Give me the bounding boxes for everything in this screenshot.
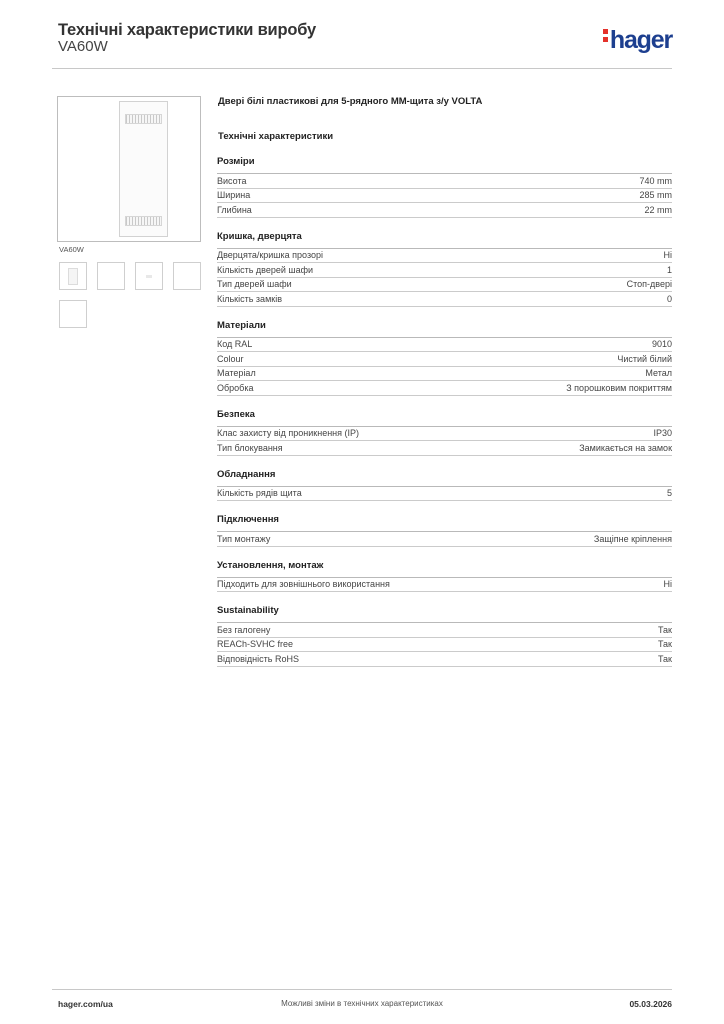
spec-label: Тип дверей шафи xyxy=(217,279,292,290)
spec-row xyxy=(217,292,672,307)
spec-value: 22 mm xyxy=(644,204,672,215)
spec-value: З порошковим покриттям xyxy=(566,382,672,393)
spec-row xyxy=(217,578,672,593)
spec-section xyxy=(217,463,672,502)
spec-label: Обробка xyxy=(217,382,254,393)
spec-value: 5 xyxy=(666,488,672,499)
spec-row xyxy=(217,174,672,189)
product-main-image[interactable] xyxy=(57,96,201,242)
header-divider xyxy=(52,68,672,69)
spec-section-title: Установлення, монтаж xyxy=(217,554,672,578)
spec-label: Підходить для зовнішнього використання xyxy=(217,579,390,590)
spec-section xyxy=(217,314,672,396)
spec-row xyxy=(217,338,672,353)
door-thumbnail-icon xyxy=(68,268,78,285)
ventilation-slots xyxy=(125,216,162,226)
spec-section-title: Обладнання xyxy=(217,463,672,487)
spec-label: Висота xyxy=(217,175,247,186)
thumbnail-4[interactable] xyxy=(173,262,201,290)
spec-section-title: Sustainability xyxy=(217,599,672,623)
spec-section-title: Розміри xyxy=(217,150,672,174)
section-spacer xyxy=(217,396,672,403)
thumbnail-1[interactable] xyxy=(59,262,87,290)
spec-section xyxy=(217,403,672,456)
spec-value: Так xyxy=(657,653,672,664)
spec-value: Ні xyxy=(663,579,672,590)
specs-table xyxy=(217,150,672,667)
spec-row xyxy=(217,263,672,278)
spec-label: Ширина xyxy=(217,190,251,201)
spec-section-title: Кришка, дверцята xyxy=(217,225,672,249)
logo-text: hager xyxy=(609,26,672,54)
product-code: VA60W xyxy=(58,38,108,55)
footer-divider xyxy=(52,989,672,990)
spec-label: Colour xyxy=(217,353,244,364)
section-spacer xyxy=(217,307,672,314)
spec-value: Чистий білий xyxy=(617,353,672,364)
spec-value: 0 xyxy=(666,293,672,304)
spec-row xyxy=(217,638,672,653)
spec-value: 285 mm xyxy=(639,190,672,201)
thumbnail-5[interactable] xyxy=(59,300,87,328)
spec-row xyxy=(217,652,672,667)
spec-label: Матеріал xyxy=(217,368,256,379)
spec-value: Так xyxy=(657,624,672,635)
spec-value: Защіпне кріплення xyxy=(593,533,672,544)
spec-label: Код RAL xyxy=(217,339,253,350)
image-caption: VA60W xyxy=(59,245,84,254)
spec-section-title: Підключення xyxy=(217,508,672,532)
spec-value: Так xyxy=(657,639,672,650)
spec-row xyxy=(217,441,672,456)
spec-value: Ні xyxy=(663,250,672,261)
ventilation-slots xyxy=(125,114,162,124)
hager-logo[interactable] xyxy=(603,28,672,53)
spec-section xyxy=(217,554,672,593)
spec-label: Тип монтажу xyxy=(217,533,271,544)
spec-value: Метал xyxy=(645,368,672,379)
spec-row xyxy=(217,532,672,547)
spec-section xyxy=(217,508,672,547)
spec-row xyxy=(217,249,672,264)
spec-label: Кількість рядів щита xyxy=(217,488,302,499)
page-title: Технічні характеристики виробу xyxy=(58,21,316,39)
section-spacer xyxy=(217,592,672,599)
spec-row xyxy=(217,278,672,293)
spec-row xyxy=(217,203,672,218)
spec-row xyxy=(217,487,672,502)
spec-label: Глибина xyxy=(217,204,252,215)
spec-label: Відповідність RoHS xyxy=(217,653,299,664)
spec-value: Замикається на замок xyxy=(579,442,672,453)
product-name: Двері білі пластикові для 5-рядного ММ-щита з/у VOLTA xyxy=(218,96,483,107)
spec-label: Тип блокування xyxy=(217,442,283,453)
spec-row xyxy=(217,427,672,442)
spec-section xyxy=(217,599,672,667)
section-spacer xyxy=(217,501,672,508)
spec-label: REACh-SVHC free xyxy=(217,639,294,650)
section-spacer xyxy=(217,547,672,554)
spec-value: 740 mm xyxy=(639,175,672,186)
thumbnail-3[interactable] xyxy=(135,262,163,290)
accessory-thumbnail-icon xyxy=(146,275,152,278)
technical-specs-heading: Технічні характеристики xyxy=(218,131,334,142)
spec-label: Без галогену xyxy=(217,624,271,635)
spec-value: 9010 xyxy=(651,339,672,350)
logo-dots-icon xyxy=(603,26,608,45)
spec-label: Клас захисту від проникнення (IP) xyxy=(217,428,360,439)
footer-website-link[interactable]: hager.com/ua xyxy=(58,999,113,1009)
spec-row xyxy=(217,623,672,638)
spec-row xyxy=(217,352,672,367)
spec-label: Дверцята/кришка прозорі xyxy=(217,250,323,261)
spec-label: Кількість замків xyxy=(217,293,282,304)
spec-value: Стоп-двері xyxy=(626,279,672,290)
spec-row xyxy=(217,189,672,204)
spec-section xyxy=(217,225,672,307)
thumbnail-2[interactable] xyxy=(97,262,125,290)
spec-label: Кількість дверей шафи xyxy=(217,264,314,275)
section-spacer xyxy=(217,218,672,225)
spec-row xyxy=(217,381,672,396)
spec-value: 1 xyxy=(666,264,672,275)
section-spacer xyxy=(217,456,672,463)
spec-section-title: Матеріали xyxy=(217,314,672,338)
spec-section-title: Безпека xyxy=(217,403,672,427)
footer-note: Можливі зміни в технічних характеристиках xyxy=(281,999,443,1008)
footer-date: 05.03.2026 xyxy=(629,999,672,1009)
spec-row xyxy=(217,367,672,382)
spec-value: IP30 xyxy=(653,428,672,439)
door-panel-image xyxy=(119,101,168,237)
spec-section xyxy=(217,150,672,218)
